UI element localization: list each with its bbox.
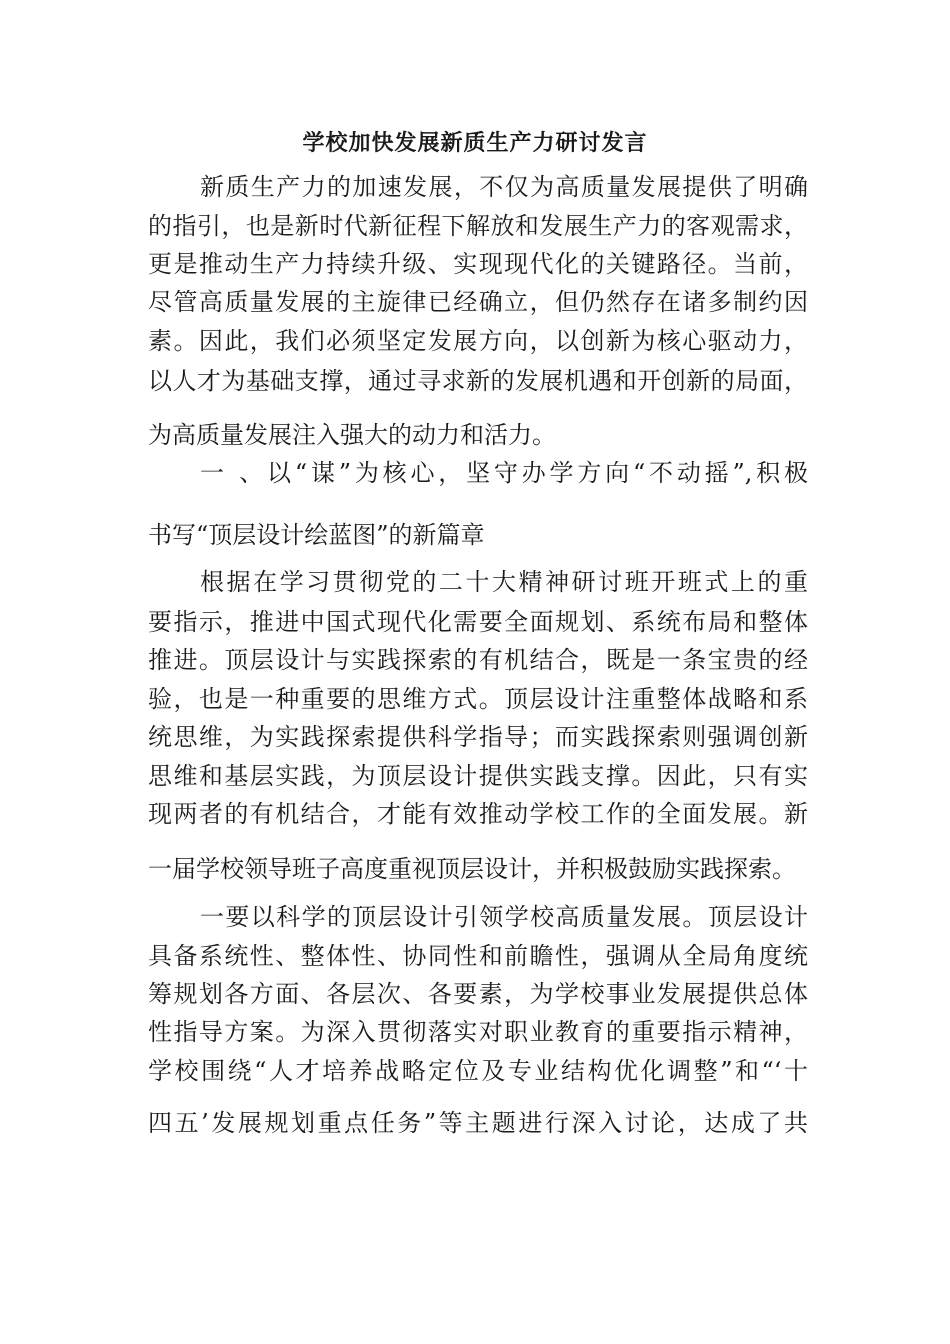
paragraph-line: 更是推动生产力持续升级、实现现代化的关键路径。当前， <box>148 250 808 278</box>
paragraph-line: 筹规划各方面、各层次、各要素，为学校事业发展提供总体 <box>148 980 808 1008</box>
paragraph-line: 一要以科学的顶层设计引领学校高质量发展。顶层设计 <box>200 903 808 931</box>
paragraph-line: 具备系统性、整体性、协同性和前瞻性，强调从全局角度统 <box>148 942 808 970</box>
paragraph-line: 现两者的有机结合，才能有效推动学校工作的全面发展。新 <box>148 800 808 828</box>
paragraph-line: 验，也是一种重要的思维方式。顶层设计注重整体战略和系 <box>148 685 808 713</box>
section-heading-line: 书写“顶层设计绘蓝图”的新篇章 <box>148 521 485 549</box>
paragraph-line: 的指引，也是新时代新征程下解放和发展生产力的客观需求， <box>148 212 808 240</box>
paragraph-line: 根据在学习贯彻党的二十大精神研讨班开班式上的重 <box>200 568 808 596</box>
paragraph-line: 思维和基层实践，为顶层设计提供实践支撑。因此，只有实 <box>148 762 808 790</box>
paragraph-line: 以人才为基础支撑，通过寻求新的发展机遇和开创新的局面， <box>148 367 808 395</box>
paragraph-line: 要指示，推进中国式现代化需要全面规划、系统布局和整体 <box>148 608 808 636</box>
paragraph-line: 推进。顶层设计与实践探索的有机结合，既是一条宝贵的经 <box>148 646 808 674</box>
document-title: 学校加快发展新质生产力研讨发言 <box>302 130 648 156</box>
paragraph-line: 统思维，为实践探索提供科学指导；而实践探索则强调创新 <box>148 723 808 751</box>
paragraph-line: 一届学校领导班子高度重视顶层设计，并积极鼓励实践探索。 <box>148 855 796 883</box>
paragraph-line: 学校围绕“人才培养战略定位及专业结构优化调整”和“‘十 <box>148 1057 808 1085</box>
section-heading-line: 一 、以“谋”为核心，坚守办学方向“不动摇”,积极 <box>200 459 808 487</box>
paragraph-line: 为高质量发展注入强大的动力和活力。 <box>148 421 556 449</box>
paragraph-line: 尽管高质量发展的主旋律已经确立，但仍然存在诸多制约因 <box>148 288 808 316</box>
paragraph-line: 素。因此，我们必须坚定发展方向，以创新为核心驱动力， <box>148 327 808 355</box>
paragraph-line: 四五’发展规划重点任务”等主题进行深入讨论，达成了共 <box>148 1109 808 1137</box>
paragraph-line: 性指导方案。为深入贯彻落实对职业教育的重要指示精神， <box>148 1018 808 1046</box>
paragraph-line: 新质生产力的加速发展，不仅为高质量发展提供了明确 <box>200 173 808 201</box>
